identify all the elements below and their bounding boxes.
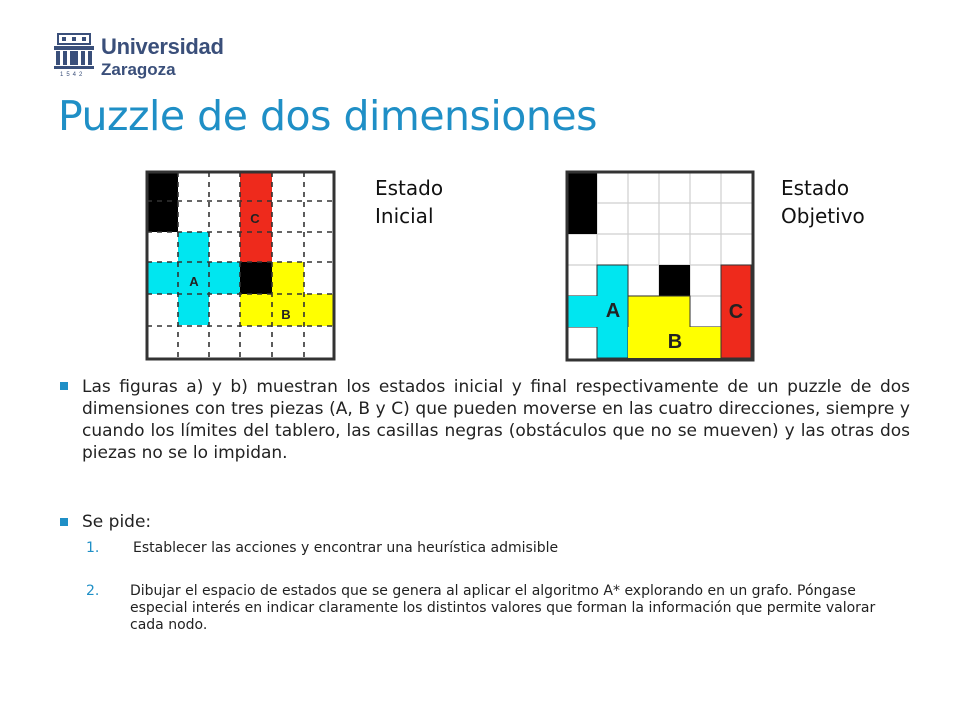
logo-city: Zaragoza [101, 60, 176, 79]
page-title: Puzzle de dos dimensiones [58, 92, 597, 140]
task-heading: Se pide: [82, 512, 152, 532]
task-item: Dibujar el espacio de estados que se genera al aplicar el algoritmo A* explorando en un grafo. Póngase especial interés en indicar claramente los distintos valores que forman la información que permite valorar cada nodo. [130, 583, 876, 633]
logo-name: Universidad [101, 34, 224, 59]
university-logo [52, 32, 232, 84]
initial-state-grid [145, 170, 339, 363]
obstacle-cell [659, 265, 690, 296]
initial-state-label: Estado Inicial [375, 176, 444, 228]
goal-state-label: Estado Objetivo [781, 176, 865, 228]
item-number: 2. [86, 583, 100, 599]
label-b: B [667, 331, 683, 353]
goal-state-grid [565, 170, 757, 364]
obstacle-cell [147, 172, 178, 232]
label-b: B [281, 307, 291, 322]
obstacle-cell [240, 262, 272, 294]
label-c: C [728, 301, 744, 323]
logo-year: 1542 [60, 72, 86, 78]
label-a: A [189, 274, 199, 289]
bullet-icon [60, 518, 68, 526]
task-item: Establecer las acciones y encontrar una heurística admisible [133, 540, 559, 556]
description-paragraph: Las figuras a) y b) muestran los estados inicial y final respectivamente de un puzzle de dos dimensiones con tres piezas (A, B y C) que pueden moverse en las cuatro direcciones, siempre y cuando los límites del tablero, las casillas negras (obstáculos que no se mueven) y las otras dos piezas no se lo impidan. [82, 377, 910, 463]
item-number: 1. [86, 540, 100, 556]
university-crest-icon [52, 32, 96, 72]
label-c: C [250, 211, 260, 226]
bullet-icon [60, 382, 68, 390]
label-a: A [605, 300, 621, 322]
obstacle-cell [567, 172, 597, 234]
